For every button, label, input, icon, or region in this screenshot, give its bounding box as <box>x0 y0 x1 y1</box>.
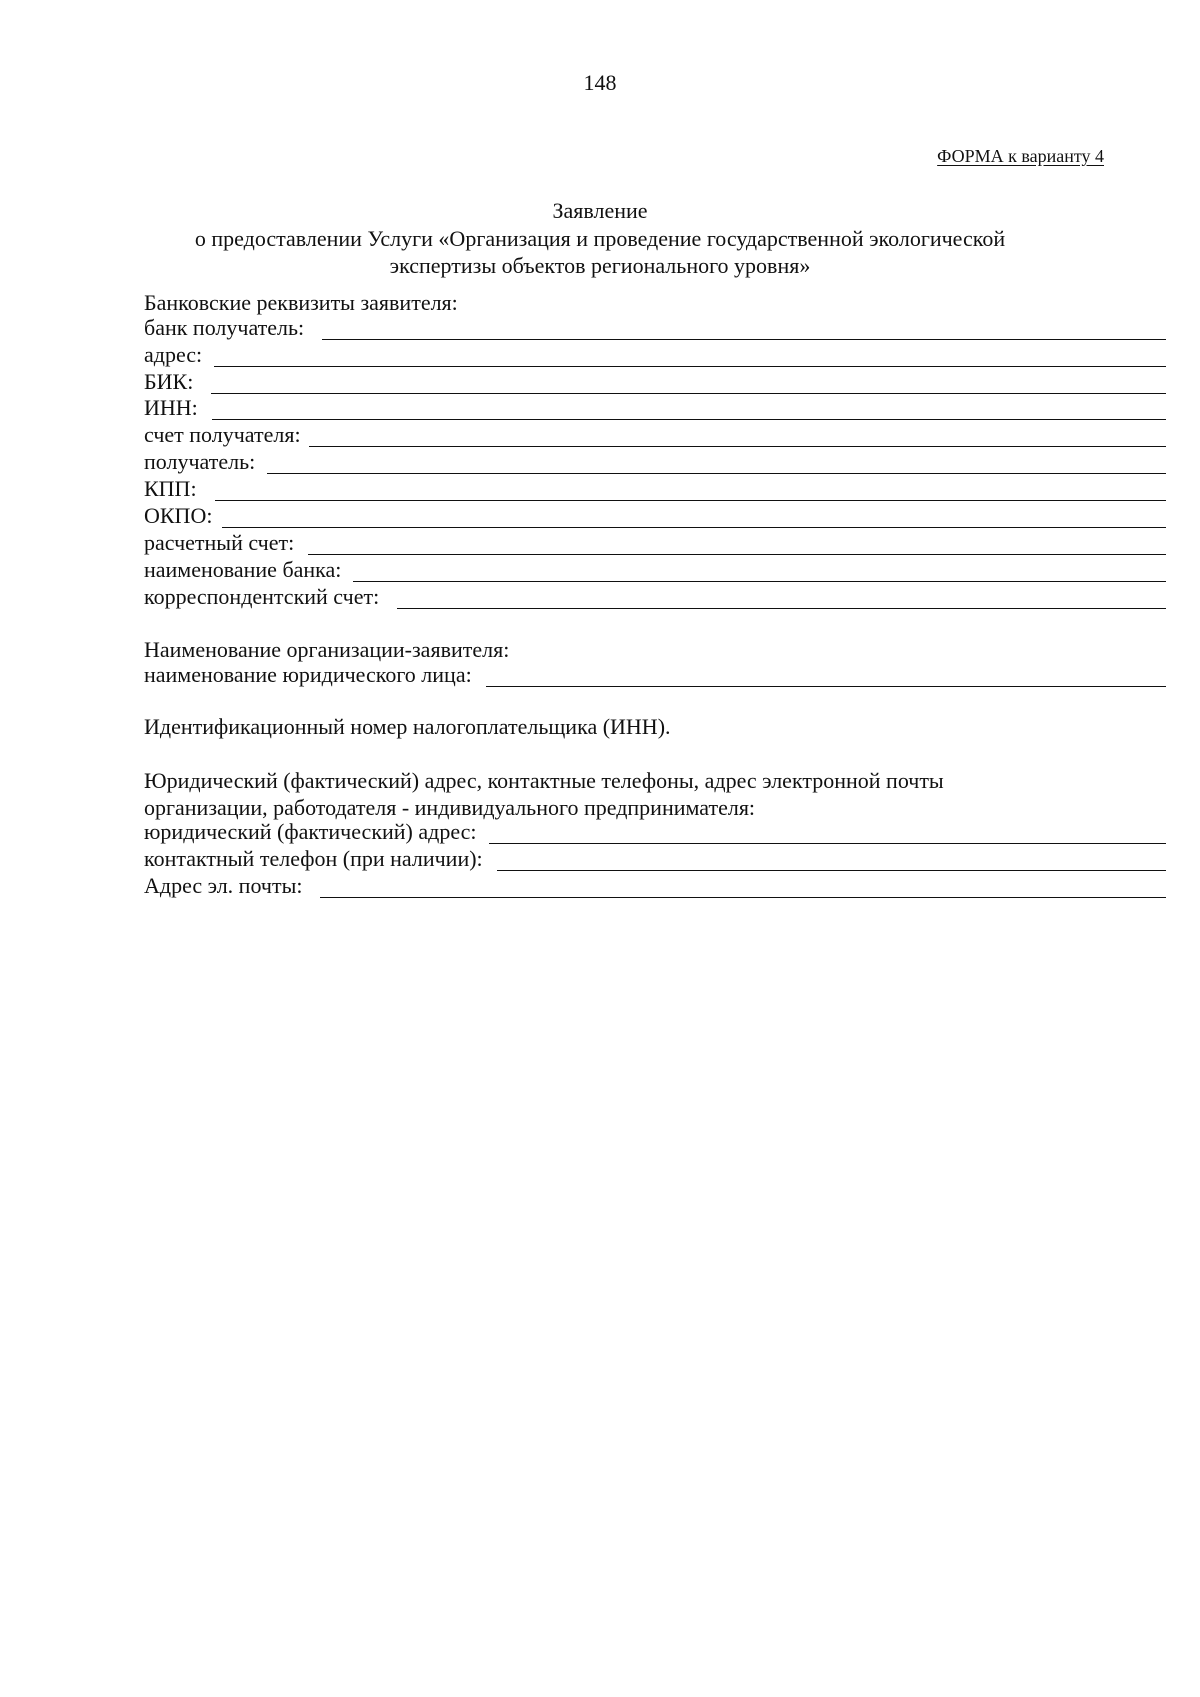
legal-address-input-line[interactable] <box>489 843 1166 844</box>
field-label: адрес: <box>144 342 203 367</box>
okpo-input-line[interactable] <box>222 527 1166 528</box>
field-correspondent-account <box>144 583 1166 610</box>
contacts-heading-line-1: Юридический (фактический) адрес, контактные телефоны, адрес электронной почты <box>144 768 944 793</box>
field-label: наименование банка: <box>144 557 342 582</box>
field-recipient-account <box>144 421 1166 448</box>
bank-name-input-line[interactable] <box>353 581 1166 582</box>
field-legal-address <box>144 818 1166 845</box>
field-legal-entity-name <box>144 661 1166 688</box>
field-label: юридический (фактический) адрес: <box>144 819 477 844</box>
subtitle-line-1: о предоставлении Услуги «Организация и проведение государственной экологической <box>194 226 1006 251</box>
field-label: БИК: <box>144 369 194 394</box>
bank-details-heading: Банковские реквизиты заявителя: <box>144 290 458 315</box>
field-bank-recipient <box>144 314 1166 341</box>
field-inn <box>144 394 1166 421</box>
field-settlement-account <box>144 529 1166 556</box>
field-label: наименование юридического лица: <box>144 662 472 687</box>
field-contact-phone <box>144 845 1166 872</box>
inn-input-line[interactable] <box>212 419 1166 420</box>
email-input-line[interactable] <box>320 897 1166 898</box>
organization-heading: Наименование организации-заявителя: <box>144 637 510 662</box>
document-title: Заявление <box>552 198 648 223</box>
taxpayer-id-text: Идентификационный номер налогоплательщика (ИНН). <box>144 714 671 739</box>
field-label: расчетный счет: <box>144 530 295 555</box>
field-label: контактный телефон (при наличии): <box>144 846 483 871</box>
contact-phone-input-line[interactable] <box>497 870 1166 871</box>
kpp-input-line[interactable] <box>215 500 1166 501</box>
legal-entity-name-input-line[interactable] <box>486 686 1166 687</box>
field-bik <box>144 368 1166 395</box>
settlement-account-input-line[interactable] <box>308 554 1166 555</box>
page-number: 148 <box>583 70 617 95</box>
form-variant-label: ФОРМА к варианту 4 <box>937 146 1104 166</box>
field-label: ИНН: <box>144 395 198 420</box>
field-address <box>144 341 1166 368</box>
field-label: получатель: <box>144 449 256 474</box>
recipient-account-input-line[interactable] <box>309 446 1166 447</box>
field-label: Адрес эл. почты: <box>144 873 303 898</box>
field-kpp <box>144 475 1166 502</box>
field-label: корреспондентский счет: <box>144 584 380 609</box>
field-label: счет получателя: <box>144 422 301 447</box>
subtitle-line-2: экспертизы объектов регионального уровня» <box>389 253 811 278</box>
address-input-line[interactable] <box>214 366 1166 367</box>
document-subtitle <box>0 225 1200 279</box>
field-okpo <box>144 502 1166 529</box>
field-label: банк получатель: <box>144 315 305 340</box>
field-label: ОКПО: <box>144 503 213 528</box>
field-recipient <box>144 448 1166 475</box>
field-label: КПП: <box>144 476 197 501</box>
contacts-heading-line-2: организации, работодателя - индивидуального предпринимателя: <box>144 795 756 820</box>
recipient-input-line[interactable] <box>267 473 1166 474</box>
field-email <box>144 872 1166 899</box>
field-bank-name <box>144 556 1166 583</box>
bank-recipient-input-line[interactable] <box>322 339 1166 340</box>
correspondent-account-input-line[interactable] <box>397 608 1166 609</box>
